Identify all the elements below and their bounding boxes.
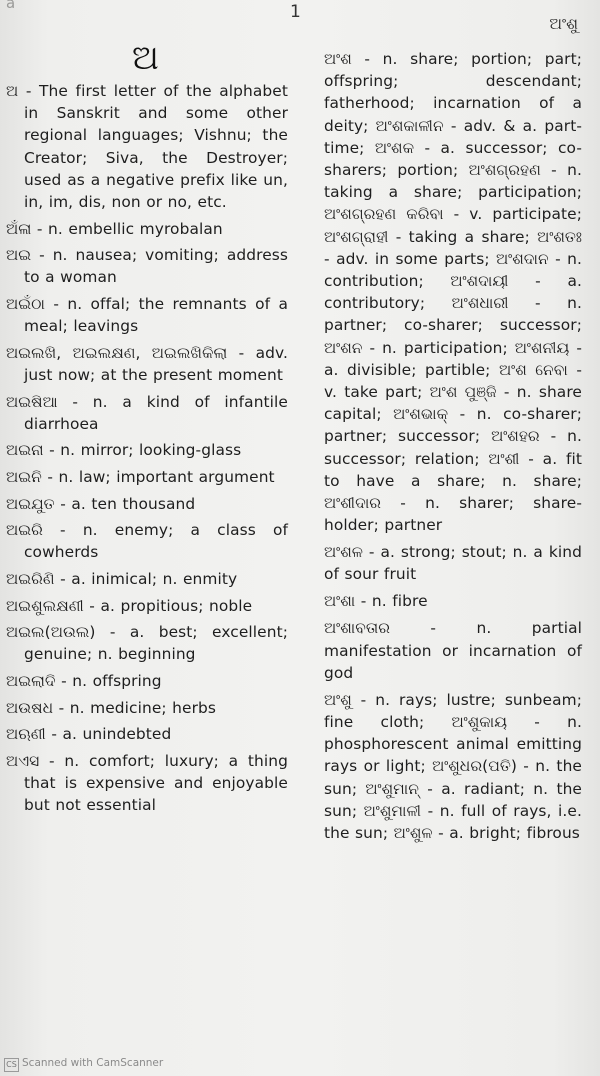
dictionary-entry: ଅଂଶଳ - a. strong; stout; n. a kind of sour fruit <box>324 543 582 584</box>
dictionary-entry: ଅଁଳା - n. embellic myrobalan <box>6 219 223 238</box>
scanner-watermark-text: Scanned with CamScanner <box>22 1057 164 1069</box>
dictionary-entry: ଅଇଲ(ଅଉଲ) - a. best; excellent; genuine; n. beginning <box>6 623 288 664</box>
section-letter-heading: ଅ <box>132 38 159 78</box>
dictionary-entry: ଅଇଯୁତ - a. ten thousand <box>6 494 196 513</box>
dictionary-entry: ଅଂଶାବତାର - n. partial manifestation or incarnation of god <box>324 619 582 682</box>
guide-word: ଅଂଶୁ <box>549 14 578 33</box>
dictionary-entry: ଅଇଁଠା - n. offal; the remnants of a meal; leavings <box>6 295 288 336</box>
left-column <box>6 80 288 821</box>
dictionary-entry: ଅଇନି - n. law; important argument <box>6 467 275 486</box>
dictionary-entry: ଅଂଶ - n. share; portion; part; offspring; descendant; fatherhood; incarnation of a deity; ଅଂଶକାଳୀନ - adv. & a. part-time; ଅଂଶକ - a. successor; co-sharers; portion; ଅଂଶଗ୍ରହଣ - n. taking a share; participation; ଅଂଶଗ୍ରହଣ କରିବା - v. participate; ଅଂଶଗ୍ରାହୀ - taking a share; ଅଂଶତଃ - adv. in some parts; ଅଂଶଦାନ - n. contribution; ଅଂଶଦାୟୀ - a. contributory; ଅଂଶଧାରୀ - n. partner; co-sharer; successor; ଅଂଶନ - n. participation; ଅଂଶନୀୟ - a. divisible; partible; ଅଂଶ ନେବା - v. take part; ଅଂଶ ପୁଞ୍ଜି - n. share capital; ଅଂଶଭାକ୍ - n. co-sharer; partner; successor; ଅଂଶହର - n. successor; relation; ଅଂଶୀ - a. fit to have a share; n. share; ଅଂଶୀଦାର - n. sharer; share-holder; partner <box>324 50 582 535</box>
dictionary-entry: ଅଇ - n. nausea; vomiting; address to a woman <box>6 246 288 287</box>
dictionary-entry: ଅ - The first letter of the alphabet in Sanskrit and some other regional languages; Vishnu; the Creator; Siva, the Destroyer; used as a negative prefix like un, in, im, dis, non or no, etc. <box>6 82 288 212</box>
corner-mark: a <box>6 0 16 12</box>
dictionary-entry: ଅଇଶୁଲକ୍ଷଣୀ - a. propitious; noble <box>6 596 253 615</box>
dictionary-entry: ଅଇଲଖି, ଅଇଲକ୍ଷଣ, ଅଇଲଖିକିଲା - adv. just now; at the present moment <box>6 343 288 384</box>
dictionary-entry: ଅଇରିଣି - a. inimical; n. enmity <box>6 569 238 588</box>
page-number: 1 <box>290 2 301 22</box>
dictionary-entry: ଅଇଷିଆ - n. a kind of infantile diarrhoea <box>6 392 288 433</box>
dictionary-entry: ଅଂଶା - n. fibre <box>324 592 428 611</box>
dictionary-entry: ଅଇରି - n. enemy; a class of cowherds <box>6 521 288 562</box>
dictionary-entry: ଅଏସ - n. comfort; luxury; a thing that is expensive and enjoyable but not essential <box>6 751 288 815</box>
dictionary-entry: ଅଇଲାଦି - n. offspring <box>6 671 162 690</box>
dictionary-entry: ଅଇନା - n. mirror; looking-glass <box>6 441 242 460</box>
camscanner-logo-icon: CS <box>4 1058 19 1072</box>
dictionary-entry: ଅଋଣୀ - a. unindebted <box>6 725 172 744</box>
dictionary-entry: ଅଉଷଧ - n. medicine; herbs <box>6 698 217 717</box>
scanner-watermark <box>4 1057 163 1072</box>
right-column <box>324 48 582 849</box>
dictionary-entry: ଅଂଶୁ - n. rays; lustre; sunbeam; fine cloth; ଅଂଶୁକାୟ - n. phosphorescent animal emitting rays or light; ଅଂଶୁଧର(ପତି) - n. the sun; ଅଂଶୁମାନ୍ - a. radiant; n. the sun; ଅଂଶୁମାଳୀ - n. full of rays, i.e. the sun; ଅଂଶୁଳ - a. bright; fibrous <box>324 690 582 843</box>
